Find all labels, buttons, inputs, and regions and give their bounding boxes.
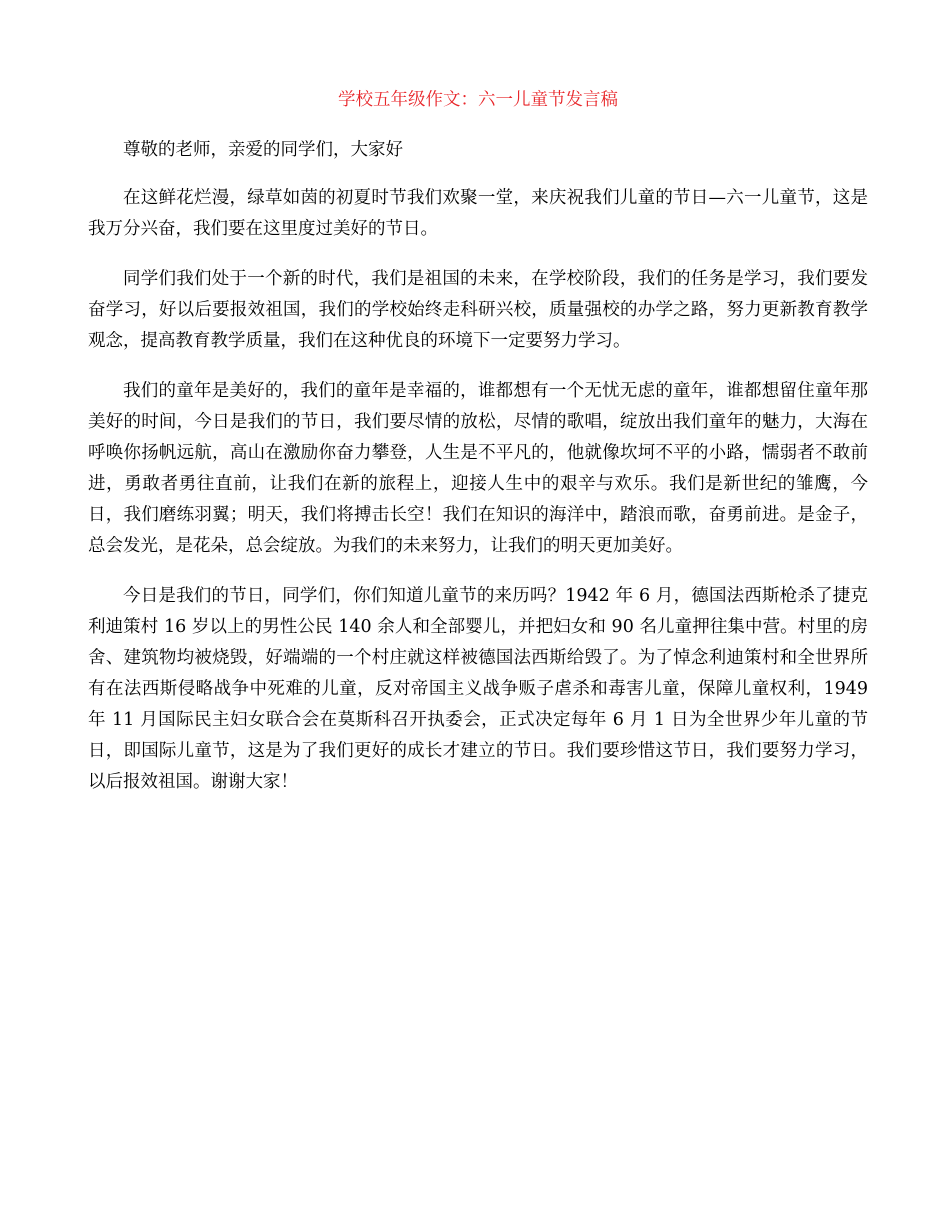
- paragraph-history: 今日是我们的节日，同学们，你们知道儿童节的来历吗？1942 年 6 月，德国法西斯枪杀了捷克利迪策村 16 岁以上的男性公民 140 余人和全部婴儿，并把妇女和 90 名儿童押往集中营。村里的房舍、建筑物均被烧毁，好端端的一个村庄就这样被德国法西斯给毁了。为了悼念利迪策村和全世界所有在法西斯侵略战争中死难的儿童，反对帝国主义战争贩子虐杀和毒害儿童，保障儿童权利，1949 年 11 月国际民主妇女联合会在莫斯科召开执委会，正式决定每年 6 月 1 日为全世界少年儿童的节日，即国际儿童节，这是为了我们更好的成长才建立的节日。我们要珍惜这节日，我们要努力学习，以后报效祖国。谢谢大家！: [88, 586, 868, 792]
- paragraph-greeting: 尊敬的老师，亲爱的同学们，大家好: [123, 140, 403, 160]
- paragraph-opening: 在这鲜花烂漫，绿草如茵的初夏时节我们欢聚一堂，来庆祝我们儿童的节日—六一儿童节，这是我万分兴奋，我们要在这里度过美好的节日。: [88, 188, 868, 239]
- paragraph-study: 同学们我们处于一个新的时代，我们是祖国的未来，在学校阶段，我们的任务是学习，我们要发奋学习，好以后要报效祖国，我们的学校始终走科研兴校，质量强校的办学之路，努力更新教育教学观念，提高教育教学质量，我们在这种优良的环境下一定要努力学习。: [88, 269, 868, 351]
- paragraph-childhood: 我们的童年是美好的，我们的童年是幸福的，谁都想有一个无忧无虑的童年，谁都想留住童年那美好的时间，今日是我们的节日，我们要尽情的放松，尽情的歌唱，绽放出我们童年的魅力，大海在呼唤你扬帆远航，高山在激励你奋力攀登，人生是不平凡的，他就像坎坷不平的小路，懦弱者不敢前进，勇敢者勇往直前，让我们在新的旅程上，迎接人生中的艰辛与欢乐。我们是新世纪的雏鹰，今日，我们磨练羽翼；明天，我们将搏击长空！我们在知识的海洋中，踏浪而歌，奋勇前进。是金子，总会发光，是花朵，总会绽放。为我们的未来努力，让我们的明天更加美好。: [88, 381, 868, 556]
- document-title: 学校五年级作文：六一儿童节发言稿: [338, 90, 618, 110]
